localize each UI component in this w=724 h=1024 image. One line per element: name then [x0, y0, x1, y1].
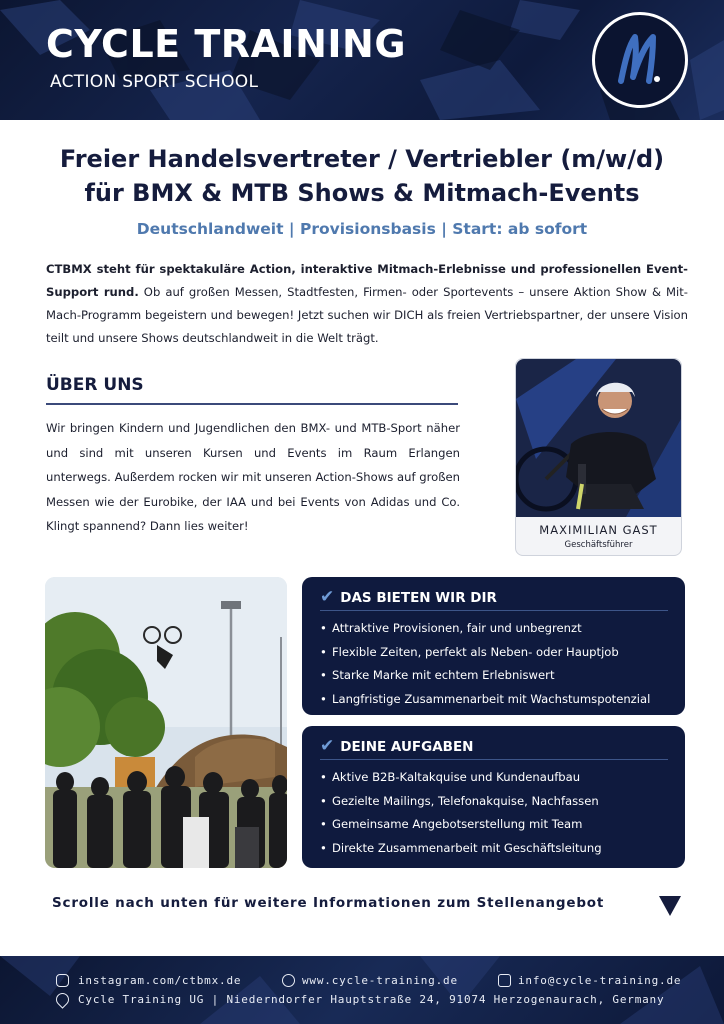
person-role: Geschäftsführer [564, 540, 633, 550]
intro-text: Ob auf großen Messen, Stadtfesten, Firmen- oder Sportevents – unsere Aktion Show & Mit-Mach-Programm begeistern und bewegen! Jetzt suchen wir DICH als freien Vertriebspartner, der unsere Vision teilt und unsere Shows deutschlandweit in die Welt trägt. [46, 285, 688, 345]
footer-instagram[interactable]: instagram.com/ctbmx.de [78, 974, 242, 987]
job-subline: Deutschlandweit | Provisionsbasis | Start: ab sofort [136, 220, 588, 238]
bmx-show-photo [45, 577, 287, 868]
task-item: • Aktive B2B-Kaltakquise und Kundenaufbau [320, 766, 602, 790]
offer-item: • Langfristige Zusammenarbeit mit Wachstumspotenzial [320, 688, 650, 712]
footer-address: Cycle Training UG | Niederndorfer Hauptstraße 24, 91074 Herzogenaurach, Germany [78, 993, 665, 1006]
instagram-icon [56, 974, 69, 987]
footer [0, 956, 724, 1024]
checkmark-icon: ✔ [320, 587, 335, 607]
person-name: MAXIMILIAN GAST [539, 523, 658, 537]
task-item: • Gezielte Mailings, Telefonakquise, Nachfassen [320, 790, 602, 814]
person-card [515, 358, 682, 556]
arrow-down-icon[interactable] [658, 894, 682, 918]
tasks-heading-text: DEINE AUFGABEN [340, 739, 474, 755]
footer-texture [0, 956, 724, 1024]
about-divider [46, 403, 458, 405]
header-banner [0, 0, 724, 120]
brand-logo [592, 12, 688, 108]
tasks-box [302, 726, 685, 868]
task-item: • Direkte Zusammenarbeit mit Geschäftsleitung [320, 837, 602, 861]
job-title-line2: für BMX & MTB Shows & Mitmach-Events [84, 179, 640, 207]
offer-item: • Attraktive Provisionen, fair und unbegrenzt [320, 617, 650, 641]
about-paragraph: Wir bringen Kindern und Jugendlichen den BMX- und MTB-Sport näher und sind mit unseren Kursen und Events im Raum Erlangen unterwegs. Außerdem rocken wir mit unseren Action-Shows auf großen Messen wie der Eurobike, der IAA und bei Events von Adidas und Co. Klingt spannend? Dann lies weiter! [46, 421, 460, 533]
offer-box [302, 577, 685, 715]
brand-subtitle: ACTION SPORT SCHOOL [50, 72, 259, 92]
offer-item: • Flexible Zeiten, perfekt als Neben- oder Hauptjob [320, 641, 650, 665]
offer-divider [320, 610, 668, 611]
job-title-line1: Freier Handelsvertreter / Vertriebler (m/w/d) [59, 145, 665, 173]
offer-heading-text: DAS BIETEN WIR DIR [340, 590, 497, 606]
globe-icon [282, 974, 295, 987]
offer-item: • Starke Marke mit echtem Erlebniswert [320, 664, 650, 688]
offer-heading [320, 587, 497, 607]
about-heading: ÜBER UNS [46, 375, 144, 395]
footer-email[interactable]: info@cycle-training.de [518, 974, 682, 987]
tasks-list [320, 766, 602, 860]
brand-title: CYCLE TRAINING [46, 22, 407, 66]
footer-website[interactable]: www.cycle-training.de [302, 974, 458, 987]
job-headline [20, 142, 704, 210]
intro-paragraph [46, 258, 688, 350]
offer-list [320, 617, 650, 711]
person-photo [516, 359, 681, 517]
tasks-heading [320, 736, 473, 756]
mail-icon [498, 974, 511, 987]
task-item: • Gemeinsame Angebotserstellung mit Team [320, 813, 602, 837]
tasks-divider [320, 759, 668, 760]
checkmark-icon: ✔ [320, 736, 335, 756]
scroll-hint: Scrolle nach unten für weitere Informationen zum Stellenangebot [52, 895, 605, 911]
intro-bold: CTBMX steht für spektakuläre Action, interaktive Mitmach-Erlebnisse und professionellen Event-Support rund. [46, 262, 688, 299]
logo-mark-icon [595, 15, 685, 105]
